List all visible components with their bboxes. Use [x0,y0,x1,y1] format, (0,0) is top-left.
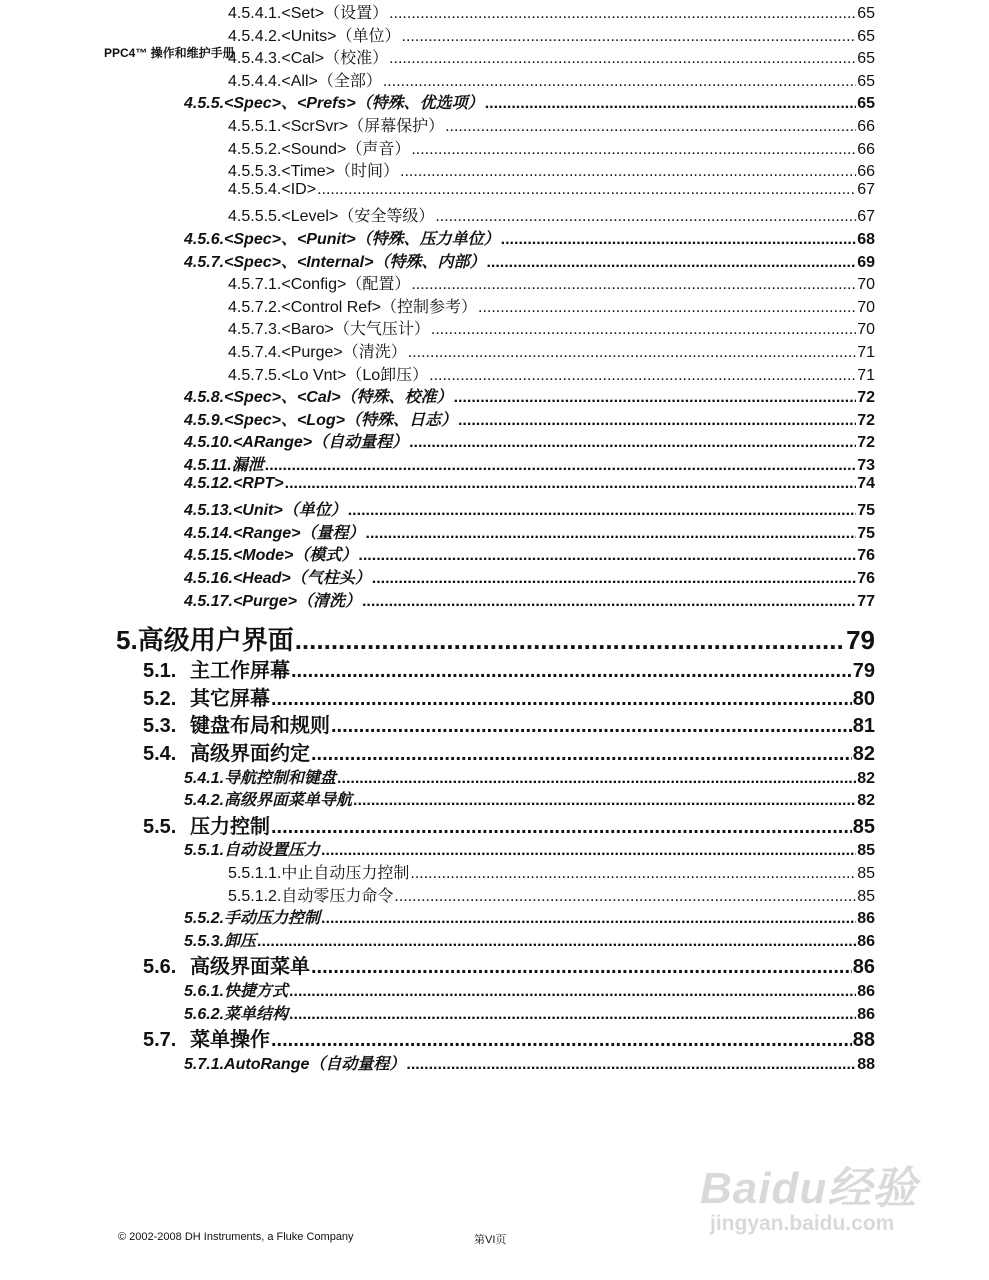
toc-entry-number: 4.5.5. [184,95,225,113]
toc-leader-dots [366,525,857,542]
toc-entry[interactable] [184,787,875,809]
toc-entry-title: <Spec>、<Punit>（特殊、压力单位） [224,231,500,248]
toc-entry-number: 5.4.2. [184,792,225,810]
toc-entry[interactable] [184,90,875,112]
toc-leader-dots [289,1006,856,1023]
toc-entry-title: <Range>（量程） [232,524,365,542]
toc-entry[interactable] [184,384,875,406]
toc-entry-page: 79 [852,660,875,683]
toc-entry-page: 66 [857,163,875,181]
toc-entry-title: <Unit>（单位） [232,502,347,520]
toc-leader-dots [285,475,857,493]
toc-entry-number: 4.5.5.5. [228,208,282,226]
toc-entry-number: 4.5.16. [184,570,233,587]
toc-entry[interactable] [228,271,875,293]
toc-entry-title: 其它屏幕 [190,687,270,710]
toc-entry-number: 5.4. [143,743,177,765]
toc-leader-dots [402,28,857,45]
toc-entry-title: <Lo Vnt>（Lo卸压） [281,366,429,384]
toc-entry[interactable] [184,429,875,451]
toc-entry-number: 4.5.9. [184,411,225,429]
toc-leader-dots [400,163,856,180]
toc-entry[interactable] [228,316,875,338]
toc-entry[interactable] [228,113,875,135]
toc-entry-number: 5.7.1. [184,1055,225,1073]
toc-leader-dots [311,956,852,978]
toc-entry-title: <Purge>（清洗） [232,592,361,610]
toc-entry-number: 4.5.8. [184,389,225,407]
toc-entry[interactable] [184,978,875,1000]
toc-entry-page: 75 [857,524,875,542]
toc-entry-title: <Sound>（声音） [281,140,411,158]
toc-leader-dots [458,412,856,429]
toc-entry[interactable] [228,0,875,22]
toc-entry-number: 5.5.1.2. [228,887,282,905]
toc-entry-page: 66 [857,118,875,135]
toc-entry-number: 5.4.1. [184,769,225,787]
toc-leader-dots [289,983,856,1000]
toc-entry-number: 5.7. [143,1029,177,1052]
toc-entry[interactable] [143,950,875,978]
toc-entry-number: 4.5.5.4. [228,180,282,198]
toc-entry[interactable] [143,1023,875,1051]
toc-entry[interactable] [143,654,875,682]
toc-entry[interactable] [228,294,875,316]
document-header: PPC4™ 操作和维护手册 [104,46,235,60]
toc-entry[interactable] [228,45,875,67]
toc-entry[interactable] [143,810,875,838]
toc-entry-title: 高级界面约定 [190,743,310,765]
toc-entry-page: 82 [852,743,875,765]
toc-entry-page: 71 [857,366,875,384]
toc-leader-dots [435,208,856,225]
toc-entry-page: 72 [857,434,875,452]
toc-entry-number: 5.5.1. [184,842,225,860]
toc-entry-page: 68 [857,231,875,248]
toc-entry-title: 手动压力控制 [224,910,321,928]
toc-entry[interactable] [116,620,875,654]
toc-leader-dots [257,933,856,950]
toc-entry[interactable] [184,588,875,610]
toc-entry[interactable] [228,203,875,225]
toc-entry-number: 5.6.2. [184,1005,225,1023]
toc-entry-title: <Spec>、<Prefs>（特殊、优选项） [224,95,484,113]
toc-entry-title: <Purge>（清洗） [281,344,407,361]
toc-entry-title: <Config>（配置） [281,276,411,294]
toc-entry[interactable] [228,68,875,90]
toc-entry-page: 85 [857,887,875,905]
toc-entry-page: 86 [857,932,875,950]
toc-entry[interactable] [184,520,875,542]
toc-entry-page: 75 [857,502,875,520]
toc-entry-page: 80 [852,687,875,710]
toc-entry-page: 66 [857,140,875,158]
toc-entry[interactable] [143,709,875,737]
toc-entry-number: 5.5.3. [184,932,225,950]
toc-entry-number: 5.5.1.1. [228,865,282,882]
toc-entry-number: 4.5.7.3. [228,321,282,339]
footer-copyright: © 2002-2008 DH Instruments, a Fluke Company [118,1231,354,1243]
toc-entry-number: 5.6. [143,956,177,979]
toc-entry-number: 5.3. [143,715,177,738]
toc-entry[interactable] [184,928,875,950]
toc-leader-dots [331,715,852,737]
toc-leader-dots [429,367,856,384]
toc-entry-title: <Mode>（模式） [232,547,358,565]
toc-entry[interactable] [184,452,875,474]
toc-leader-dots [348,502,856,519]
toc-leader-dots [353,792,856,809]
toc-entry-number: 4.5.4.3. [228,50,282,68]
toc-leader-dots [291,660,852,682]
toc-leader-dots [317,181,856,199]
toc-entry-title: <Spec>、<Internal>（特殊、内部） [224,253,486,271]
toc-leader-dots [295,625,845,654]
toc-entry-page: 70 [857,321,875,339]
toc-entry[interactable] [184,837,875,859]
toc-leader-dots [408,344,856,361]
toc-entry[interactable] [184,226,875,248]
toc-entry-page: 72 [857,411,875,429]
toc-entry[interactable] [228,339,875,361]
toc-entry-number: 4.5.15. [184,547,233,565]
toc-entry-page: 73 [857,457,875,474]
toc-entry-page: 85 [857,865,875,882]
toc-entry-title: 快捷方式 [224,983,289,1000]
toc-leader-dots [311,743,852,765]
toc-leader-dots [265,457,856,474]
toc-entry-number: 4.5.17. [184,592,233,610]
toc-leader-dots [394,888,856,905]
toc-entry-number: 5.5.2. [184,910,225,928]
toc-entry-page: 67 [857,208,875,226]
toc-entry-page: 65 [857,27,875,45]
toc-entry-title: 自动设置压力 [224,842,321,860]
toc-entry-number: 4.5.10. [184,434,233,452]
toc-entry-title: <Head>（气柱头） [232,570,371,587]
toc-entry-page: 65 [857,95,875,113]
toc-entry-page: 82 [857,769,875,787]
toc-entry-page: 85 [857,842,875,860]
toc-leader-dots [271,1029,852,1051]
toc-entry-number: 4.5.7. [184,253,225,271]
toc-entry[interactable] [184,905,875,927]
toc-entry[interactable] [228,181,875,203]
toc-entry-title: 高级用户界面 [137,625,294,655]
toc-entry-page: 86 [857,1005,875,1023]
toc-entry[interactable] [228,362,875,384]
toc-entry-number: 4.5.4.1. [228,5,282,22]
toc-entry-title: 主工作屏幕 [190,660,290,683]
toc-entry-number: 4.5.5.1. [228,118,282,135]
toc-entry-page: 88 [852,1029,875,1052]
toc-entry[interactable] [228,158,875,180]
toc-entry[interactable] [184,407,875,429]
toc-leader-dots [410,865,856,882]
toc-leader-dots [389,50,856,67]
toc-entry-page: 69 [857,253,875,271]
toc-entry-title: <Spec>、<Log>（特殊、日志） [224,411,457,429]
toc-entry-title: <Cal>（校准） [281,50,389,68]
toc-entry-title: <All>（全部） [281,72,382,90]
toc-entry-title: 高级界面菜单导航 [224,792,353,810]
toc-entry-title: 高级界面菜单 [190,956,310,979]
toc-leader-dots [321,910,856,927]
toc-leader-dots [411,141,856,158]
toc-entry-title: <Spec>、<Cal>（特殊、校准） [224,389,453,407]
toc-entry-page: 86 [857,910,875,928]
toc-entry-number: 4.5.5.3. [228,163,282,181]
toc-entry-title: 导航控制和键盘 [224,769,337,787]
toc-entry-page: 76 [857,570,875,587]
toc-entry-page: 81 [852,715,875,738]
toc-leader-dots [271,688,852,710]
toc-leader-dots [337,770,856,787]
toc-entry[interactable] [184,1001,875,1023]
toc-entry-number: 5.1. [143,660,177,683]
toc-entry-title: <ScrSvr>（屏幕保护） [281,118,445,135]
toc-entry[interactable] [184,765,875,787]
toc-leader-dots [389,5,856,22]
watermark-brand: Baidu经验 [700,1164,918,1213]
toc-entry-number: 4.5.7.1. [228,276,282,294]
toc-leader-dots [406,1056,856,1073]
toc-entry-title: 中止自动压力控制 [281,865,410,882]
toc-leader-dots [431,321,856,338]
toc-entry-number: 5. [116,625,138,655]
toc-entry-title: <Baro>（大气压计） [281,321,430,339]
toc-leader-dots [362,593,856,610]
toc-entry-page: 86 [852,956,875,979]
toc-entry-title: 漏泄 [231,457,264,474]
toc-leader-dots [321,842,856,859]
toc-leader-dots [409,434,856,451]
toc-entry-number: 5.6.1. [184,983,225,1000]
toc-entry-page: 70 [857,298,875,316]
toc-leader-dots [445,118,856,135]
toc-entry-number: 5.2. [143,687,177,710]
toc-entry-page: 71 [857,344,875,361]
toc-entry-title: <Set>（设置） [281,5,389,22]
toc-entry-title: 键盘布局和规则 [190,715,330,738]
footer-page-number: 第VI页 [474,1234,507,1246]
toc-entry-page: 77 [857,592,875,610]
toc-entry-title: <Units>（单位） [281,27,401,45]
toc-entry-title: 卸压 [224,932,257,950]
toc-leader-dots [485,95,857,112]
toc-entry-title: <RPT> [232,474,284,492]
toc-entry-title: AutoRange（自动量程） [224,1055,406,1073]
toc-entry-number: 4.5.6. [184,231,225,248]
toc-entry-page: 86 [857,983,875,1000]
toc-entry-number: 4.5.4.2. [228,27,282,45]
toc-entry-page: 88 [857,1055,875,1073]
toc-entry-page: 70 [857,276,875,294]
toc-entry-number: 5.5. [143,815,177,838]
toc-entry-number: 4.5.12. [184,474,233,492]
toc-leader-dots [486,254,856,271]
toc-entry[interactable] [184,497,875,519]
toc-entry-title: <Level>（安全等级） [281,208,435,226]
toc-entry-page: 76 [857,547,875,565]
toc-entry[interactable] [228,23,875,45]
toc-leader-dots [478,299,856,316]
toc-entry-number: 4.5.11. [184,457,232,474]
watermark-url: jingyan.baidu.com [710,1212,895,1235]
toc-entry-number: 4.5.5.2. [228,140,282,158]
toc-entry-title: <Time>（时间） [281,163,400,181]
toc-entry-number: 4.5.7.2. [228,298,282,316]
toc-entry-number: 4.5.14. [184,524,233,542]
baidu-watermark [700,1152,940,1252]
toc-entry[interactable] [184,475,875,497]
toc-entry[interactable] [228,136,875,158]
toc-entry[interactable] [228,860,875,882]
toc-leader-dots [411,276,856,293]
toc-leader-dots [454,389,857,406]
toc-entry-title: 自动零压力命令 [281,887,394,905]
toc-entry-page: 65 [857,5,875,22]
toc-entry-title: <ID> [281,180,317,198]
toc-entry[interactable] [184,565,875,587]
toc-entry-page: 67 [857,180,875,198]
toc-entry-title: <ARange>（自动量程） [232,434,409,452]
toc-entry-number: 4.5.7.5. [228,366,282,384]
toc-entry-number: 4.5.4.4. [228,72,282,90]
toc-entry-page: 85 [852,815,875,838]
toc-entry-page: 65 [857,50,875,68]
toc-entry-page: 79 [846,625,875,655]
toc-entry[interactable] [184,249,875,271]
toc-entry-page: 72 [857,389,875,407]
toc-entry[interactable] [143,682,875,710]
toc-entry[interactable] [143,737,875,765]
toc-entry-title: 压力控制 [190,815,270,838]
toc-leader-dots [501,231,857,248]
toc-entry[interactable] [228,883,875,905]
toc-entry[interactable] [184,1051,875,1073]
toc-entry-title: <Control Ref>（控制参考） [281,298,477,316]
toc-leader-dots [358,547,856,564]
toc-entry[interactable] [184,542,875,564]
toc-entry-title: 菜单操作 [190,1029,270,1052]
toc-leader-dots [383,73,856,90]
toc-entry-number: 4.5.7.4. [228,344,282,361]
toc-leader-dots [372,570,856,587]
toc-leader-dots [271,816,852,838]
toc-entry-page: 74 [857,474,875,492]
toc-entry-title: 菜单结构 [224,1005,289,1023]
toc-entry-page: 65 [857,72,875,90]
toc-entry-number: 4.5.13. [184,502,233,520]
toc-entry-page: 82 [857,792,875,810]
